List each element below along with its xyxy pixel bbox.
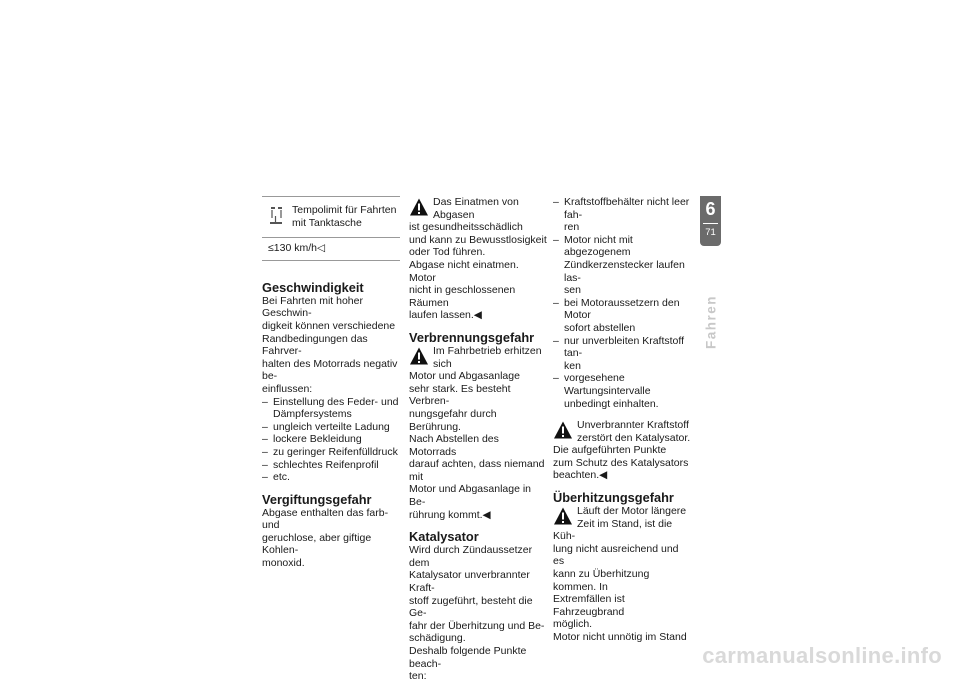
text-line: ren <box>564 221 580 234</box>
section-title-vertical: Fahren <box>703 294 719 350</box>
text-line: einflussen: <box>262 382 313 395</box>
overheat-warning <box>553 505 691 644</box>
column-middle <box>409 196 547 683</box>
text-line: Läuft der Motor längere <box>577 505 687 518</box>
text-line: nungsgefahr durch Berührung. <box>409 407 497 433</box>
text-line: Motor nicht unnötig im Stand <box>553 631 687 643</box>
poison-text <box>262 507 400 570</box>
gas-warning <box>409 196 547 322</box>
text-line: Nach Abstellen des Motorrads <box>409 433 499 458</box>
text-line: Zündkerzenstecker laufen las- <box>564 258 685 284</box>
text-line: digkeit können verschiedene <box>262 319 396 332</box>
list-item: – schlechtes Reifenprofil <box>262 459 400 472</box>
text-line: lung nicht ausreichend und es <box>553 542 679 568</box>
speed-limit-tank-bag-icon <box>268 204 290 228</box>
text-line: Deshalb folgende Punkte beach- <box>409 645 527 670</box>
text-line: beachten.◀ <box>553 469 608 482</box>
column-right <box>553 196 691 644</box>
text-line: Katalysator unverbrannter Kraft- <box>409 569 530 595</box>
speed-limit-label-row <box>262 197 400 238</box>
list-item <box>553 234 691 297</box>
text-line: ist gesundheitsschädlich <box>409 221 523 234</box>
text-line: Zeit im Stand, ist die Küh- <box>553 517 673 543</box>
list-item <box>553 372 691 410</box>
text-line: Im Fahrbetrieb erhitzen sich <box>433 344 542 370</box>
text-line: Motor und Abgasanlage in Be- <box>409 483 532 509</box>
text-line: Wird durch Zündaussetzer dem <box>409 544 533 569</box>
chapter-number: 6 <box>705 199 716 219</box>
text-line: Extremfällen ist Fahrzeugbrand <box>553 593 625 618</box>
speed-limit-value: ≤130 km/h◁ <box>268 242 326 255</box>
text-line: fahr der Überhitzung und Be- <box>409 619 545 632</box>
warning-triangle-icon <box>409 197 429 218</box>
text-line: unbedingt einhalten. <box>564 397 659 410</box>
text-line: kann zu Überhitzung kommen. In <box>553 568 650 593</box>
heading-overheat: Überhitzungsgefahr <box>553 490 674 506</box>
column-left <box>262 196 400 570</box>
heading-speed: Geschwindigkeit <box>262 279 364 295</box>
text-line: monoxid. <box>262 557 305 570</box>
catalyst-text <box>409 544 547 683</box>
text-line: – bei Motoraussetzern den Motor <box>564 296 680 322</box>
speed-intro <box>262 295 400 396</box>
heading-catalyst: Katalysator <box>409 529 479 545</box>
text-line: Randbedingungen das Fahrver- <box>262 332 368 358</box>
watermark: carmanualsonline.info <box>702 643 942 668</box>
text-line: – nur unverbleiten Kraftstoff tan- <box>564 334 685 360</box>
text-line: – vorgesehene Wartungsintervalle <box>564 372 651 397</box>
text-line: Motor und Abgasanlage <box>409 370 520 383</box>
text-line: nicht in geschlossenen Räumen <box>409 284 516 309</box>
text-line: – Einstellung des Feder- und <box>273 395 399 408</box>
text-line: Abgase enthalten das farb- und <box>262 506 389 532</box>
speed-limit-label-line: mit Tanktasche <box>292 216 362 229</box>
burn-warning <box>409 345 547 521</box>
text-line: stoff zugeführt, besteht die Ge- <box>409 594 533 620</box>
text-line: oder Tod führen. <box>409 246 486 259</box>
text-line: möglich. <box>553 618 593 631</box>
speed-list <box>262 396 400 484</box>
list-item <box>553 196 691 234</box>
catalyst-warning <box>553 419 691 482</box>
text-line: Das Einatmen von Abgasen <box>433 196 519 221</box>
text-line: – Motor nicht mit abgezogenem <box>564 233 633 259</box>
text-line: halten des Motorrads negativ be- <box>262 357 398 383</box>
heading-poison: Vergiftungsgefahr <box>262 491 372 507</box>
list-item <box>553 335 691 373</box>
text-line: rührung kommt.◀ <box>409 508 491 521</box>
text-line: schädigung. <box>409 632 466 645</box>
text-line: sofort abstellen <box>564 321 636 334</box>
text-line: zerstört den Katalysator. <box>577 431 691 444</box>
heading-burn: Verbrennungsgefahr <box>409 329 535 345</box>
page-number: 71 <box>705 227 716 238</box>
speed-limit-table <box>262 196 400 261</box>
text-line: – Kraftstoffbehälter nicht leer fah- <box>564 196 690 221</box>
catalyst-list <box>553 196 691 410</box>
list-item <box>262 396 400 421</box>
spacer <box>553 410 691 419</box>
text-line: zum Schutz des Katalysators <box>553 456 689 469</box>
text-line: ten: <box>409 670 427 683</box>
list-item: – ungleich verteilte Ladung <box>262 421 400 434</box>
text-line: darauf achten, dass niemand mit <box>409 458 545 483</box>
text-line: sen <box>564 284 581 297</box>
list-item: – lockere Bekleidung <box>262 433 400 446</box>
text-line: und kann zu Bewusstlosigkeit <box>409 233 547 246</box>
text-line: sehr stark. Es besteht Verbren- <box>409 382 511 408</box>
text-line: Bei Fahrten mit hoher Geschwin- <box>262 294 363 320</box>
list-item: – zu geringer Reifenfülldruck <box>262 446 400 459</box>
text-line: Unverbrannter Kraftstoff <box>577 419 689 432</box>
warning-triangle-icon <box>553 420 573 441</box>
text-line: laufen lassen.◀ <box>409 309 482 322</box>
text-line: Abgase nicht einatmen. Motor <box>409 258 519 284</box>
speed-limit-label-line: Tempolimit für Fahrten <box>292 204 397 216</box>
chapter-tab <box>700 196 721 246</box>
text-line: geruchlose, aber giftige Kohlen- <box>262 531 372 557</box>
list-item: – etc. <box>262 471 400 484</box>
text-line: Dämpfersystems <box>273 408 352 421</box>
text-line: Die aufgeführten Punkte <box>553 444 667 457</box>
warning-triangle-icon <box>409 346 429 367</box>
text-line: ken <box>564 359 581 372</box>
list-item <box>553 297 691 335</box>
warning-triangle-icon <box>553 506 573 527</box>
chapter-divider <box>703 223 718 224</box>
